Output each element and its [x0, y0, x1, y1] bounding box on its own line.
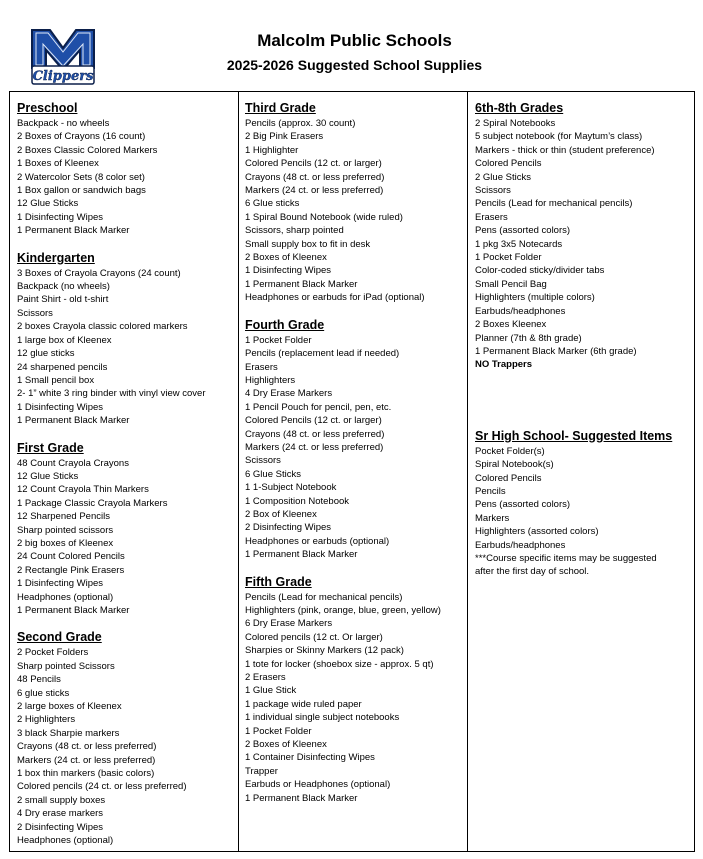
supply-item: 2 Spiral Notebooks — [475, 118, 556, 129]
supply-item: 6 Dry Erase Markers — [245, 618, 333, 630]
supply-item: 1 large box of Kleenex — [17, 334, 112, 346]
column-middle-high — [468, 92, 696, 851]
supply-item: 12 Count Crayola Thin Markers — [17, 484, 149, 496]
supply-note: NO Trappers — [475, 359, 533, 371]
grade-heading: Fifth Grade — [245, 574, 312, 589]
supply-item: 1 Container Disinfecting Wipes — [245, 752, 375, 764]
supply-item: 6 glue sticks — [17, 687, 70, 699]
supply-item: 24 sharpened pencils — [17, 361, 108, 373]
supply-item: 1 Highlighter — [245, 144, 299, 156]
supply-item: Sharpies or Skinny Markers (12 pack) — [245, 645, 404, 657]
supply-item: 12 Glue Sticks — [17, 198, 79, 210]
supply-item: after the first day of school. — [475, 566, 590, 578]
supply-item: Colored Pencils (12 ct. or larger) — [245, 415, 382, 427]
supply-item: Headphones (optional) — [17, 835, 114, 847]
supply-item: 1 Permanent Black Marker — [17, 415, 130, 427]
grade-heading: Fourth Grade — [245, 317, 325, 332]
supply-item: 2 Boxes Kleenex — [475, 319, 547, 331]
supply-item: Headphones or earbuds for iPad (optional) — [245, 292, 425, 304]
supply-item: Backpack - no wheels — [17, 118, 110, 129]
supply-item: 1 Package Classic Crayola Markers — [17, 497, 168, 509]
supply-item: Crayons (48 ct. or less preferred) — [17, 741, 157, 753]
supply-item: Paint Shirt - old t-shirt — [17, 294, 109, 306]
supply-item: Erasers — [475, 211, 508, 223]
supply-item: 2 Boxes of Kleenex — [245, 252, 327, 264]
supply-item: Scissors, sharp pointed — [245, 225, 344, 237]
supply-item: 2 Disinfecting Wipes — [245, 522, 332, 534]
supply-item: 2 small supply boxes — [17, 794, 106, 806]
supply-item: 2 Pocket Folders — [17, 647, 89, 659]
supply-item: Colored pencils (12 ct. Or larger) — [245, 631, 383, 643]
supply-item: 1 1-Subject Notebook — [245, 482, 337, 494]
supply-item: 48 Pencils — [17, 674, 61, 686]
supply-item: 48 Count Crayola Crayons — [17, 457, 129, 469]
school-name: Malcolm Public Schools — [257, 31, 452, 50]
supply-item: ***Course specific items may be suggested — [475, 552, 657, 564]
grade-section — [245, 100, 467, 305]
supply-item: Earbuds or Headphones (optional) — [245, 779, 391, 791]
grade-heading: Preschool — [17, 101, 78, 115]
supply-item: Pencils — [475, 485, 506, 497]
supply-item: Pocket Folder(s) — [475, 445, 545, 457]
supply-item: 2 boxes Crayola classic colored markers — [17, 321, 188, 333]
supply-item: Highlighters (multiple colors) — [475, 292, 595, 304]
supply-item: Backpack (no wheels) — [17, 281, 110, 293]
supply-item: Pens (assorted colors) — [475, 499, 571, 511]
supply-item: Earbuds/headphones — [475, 305, 566, 317]
grade-section — [17, 440, 238, 618]
supply-item: Scissors — [245, 455, 281, 467]
document-subtitle: 2025-2026 Suggested School Supplies — [226, 57, 483, 73]
supply-item: 2- 1” white 3 ring binder with vinyl view cover — [17, 388, 206, 400]
supply-item: 2 Glue Sticks — [475, 171, 531, 183]
supply-item: Markers (24 ct. or less preferred) — [17, 754, 156, 766]
supply-item: Small supply box to fit in desk — [245, 238, 371, 250]
supply-item: Small Pencil Bag — [475, 278, 547, 290]
supply-item: Planner (7th & 8th grade) — [475, 332, 582, 344]
supply-item: 2 Erasers — [245, 672, 286, 684]
grade-section — [17, 100, 238, 238]
supply-item: Sharp pointed scissors — [17, 524, 114, 536]
supply-item: 24 Count Colored Pencils — [17, 551, 125, 563]
supply-item: Pencils (replacement lead if needed) — [245, 348, 400, 360]
grade-section — [475, 428, 696, 579]
supply-item: Headphones or earbuds (optional) — [245, 535, 390, 547]
supply-item: Pens (assorted colors) — [475, 225, 571, 237]
supply-item: 1 Disinfecting Wipes — [17, 211, 104, 223]
grade-section — [475, 100, 696, 372]
supply-item: 2 Box of Kleenex — [245, 508, 317, 520]
supply-item: Markers (24 ct. or less preferred) — [245, 441, 384, 453]
supply-item: Highlighters — [245, 374, 296, 386]
supply-item: Pencils (approx. 30 count) — [245, 118, 356, 129]
grade-section — [17, 250, 238, 428]
supply-item: 1 Permanent Black Marker (6th grade) — [475, 345, 637, 357]
grade-section — [245, 317, 467, 562]
supply-item: Pencils (Lead for mechanical pencils) — [245, 591, 403, 603]
supply-item: 1 Disinfecting Wipes — [245, 265, 332, 277]
supply-item: 6 Glue sticks — [245, 198, 300, 210]
supply-item: 2 Boxes Classic Colored Markers — [17, 144, 158, 156]
supply-item: Spiral Notebook(s) — [475, 459, 554, 471]
supply-item: 1 Pencil Pouch for pencil, pen, etc. — [245, 401, 392, 413]
supply-table — [9, 91, 695, 852]
section-spacer — [475, 384, 696, 428]
supply-item: 4 Dry erase markers — [17, 808, 104, 820]
supply-item: 12 glue sticks — [17, 348, 75, 360]
supply-item: Highlighters (pink, orange, blue, green, yellow) — [245, 605, 441, 616]
supply-item: 2 Boxes of Crayons (16 count) — [17, 131, 146, 143]
supply-item: Scissors — [17, 307, 53, 319]
supply-item: Trapper — [245, 765, 278, 777]
supply-item: 1 Small pencil box — [17, 374, 95, 386]
supply-item: 1 package wide ruled paper — [245, 698, 362, 710]
supply-item: 5 subject notebook (for Maytum’s class) — [475, 131, 643, 143]
grade-heading: Second Grade — [17, 630, 102, 645]
supply-item: Headphones (optional) — [17, 591, 114, 603]
supply-item: 1 Spiral Bound Notebook (wide ruled) — [245, 211, 403, 223]
supply-item: 12 Glue Sticks — [17, 470, 79, 482]
logo-script-text: Clippers — [32, 69, 94, 84]
grade-section — [245, 574, 467, 806]
supply-item: Markers (24 ct. or less preferred) — [245, 185, 384, 197]
supply-item: 1 Disinfecting Wipes — [17, 401, 104, 413]
supply-item: 1 box thin markers (basic colors) — [17, 768, 155, 780]
grade-heading: Third Grade — [245, 101, 316, 115]
supply-item: 1 Pocket Folder — [475, 252, 542, 264]
supply-item: 3 black Sharpie markers — [17, 727, 120, 739]
supply-item: 1 Box gallon or sandwich bags — [17, 185, 146, 197]
supply-item: Colored Pencils — [475, 472, 542, 484]
supply-item: Markers — [475, 512, 510, 524]
supply-item: 2 large boxes of Kleenex — [17, 701, 122, 713]
supply-item: 1 Composition Notebook — [245, 495, 350, 507]
supply-item: 6 Glue Sticks — [245, 468, 301, 480]
supply-item: 1 individual single subject notebooks — [245, 712, 400, 724]
column-third-fifth — [239, 92, 468, 851]
grade-heading: Kindergarten — [17, 250, 95, 265]
supply-item: Erasers — [245, 361, 278, 373]
column-preschool-second — [10, 92, 239, 851]
supply-item: 4 Dry Erase Markers — [245, 388, 333, 400]
supply-item: Highlighters (assorted colors) — [475, 526, 599, 538]
supply-item: 1 Permanent Black Marker — [17, 225, 130, 237]
supply-item: 12 Sharpened Pencils — [17, 511, 110, 523]
supply-item: 2 Highlighters — [17, 714, 76, 726]
supply-item: Color-coded sticky/divider tabs — [475, 265, 605, 277]
supply-item: 1 Pocket Folder — [245, 725, 312, 737]
supply-item: 1 Boxes of Kleenex — [17, 158, 99, 170]
supply-item: Scissors — [475, 185, 511, 197]
grade-heading: 6th-8th Grades — [475, 101, 564, 115]
supply-item: 1 Permanent Black Marker — [245, 278, 358, 290]
supply-item: 2 Watercolor Sets (8 color set) — [17, 171, 145, 183]
grade-heading: First Grade — [17, 440, 84, 455]
supply-item: Markers - thick or thin (student preference) — [475, 144, 655, 156]
grade-heading: Sr High School- Suggested Items — [475, 428, 673, 443]
supply-item: Crayons (48 ct. or less preferred) — [245, 171, 385, 183]
supply-item: 1 Glue Stick — [245, 685, 297, 697]
supply-item: Earbuds/headphones — [475, 539, 566, 551]
supply-item: 1 pkg 3x5 Notecards — [475, 238, 563, 250]
supply-item: 3 Boxes of Crayola Crayons (24 count) — [17, 267, 181, 279]
supply-item: 1 Pocket Folder — [245, 334, 312, 346]
supply-item: 1 Permanent Black Marker — [245, 549, 358, 561]
supply-item: 1 Permanent Black Marker — [17, 605, 130, 616]
supply-item: 2 Boxes of Kleenex — [245, 739, 327, 751]
supply-item: 2 Disinfecting Wipes — [17, 821, 104, 833]
supply-item: Sharp pointed Scissors — [17, 660, 115, 672]
supply-item: 1 Permanent Black Marker — [245, 792, 358, 804]
supply-item: 2 Rectangle Pink Erasers — [17, 564, 125, 576]
supply-item: 2 Big Pink Erasers — [245, 131, 324, 143]
supply-item: 1 Disinfecting Wipes — [17, 578, 104, 590]
supply-item: Pencils (Lead for mechanical pencils) — [475, 198, 633, 210]
supply-item: 1 tote for locker (shoebox size - approx. 5 qt) — [245, 658, 434, 670]
supply-item: 2 big boxes of Kleenex — [17, 537, 114, 549]
supply-item: Crayons (48 ct. or less preferred) — [245, 428, 385, 440]
supply-item: Colored Pencils — [475, 158, 542, 170]
grade-section — [17, 629, 238, 847]
supply-item: Colored Pencils (12 ct. or larger) — [245, 158, 382, 170]
supply-item: Colored pencils (24 ct. or less preferred) — [17, 781, 187, 793]
